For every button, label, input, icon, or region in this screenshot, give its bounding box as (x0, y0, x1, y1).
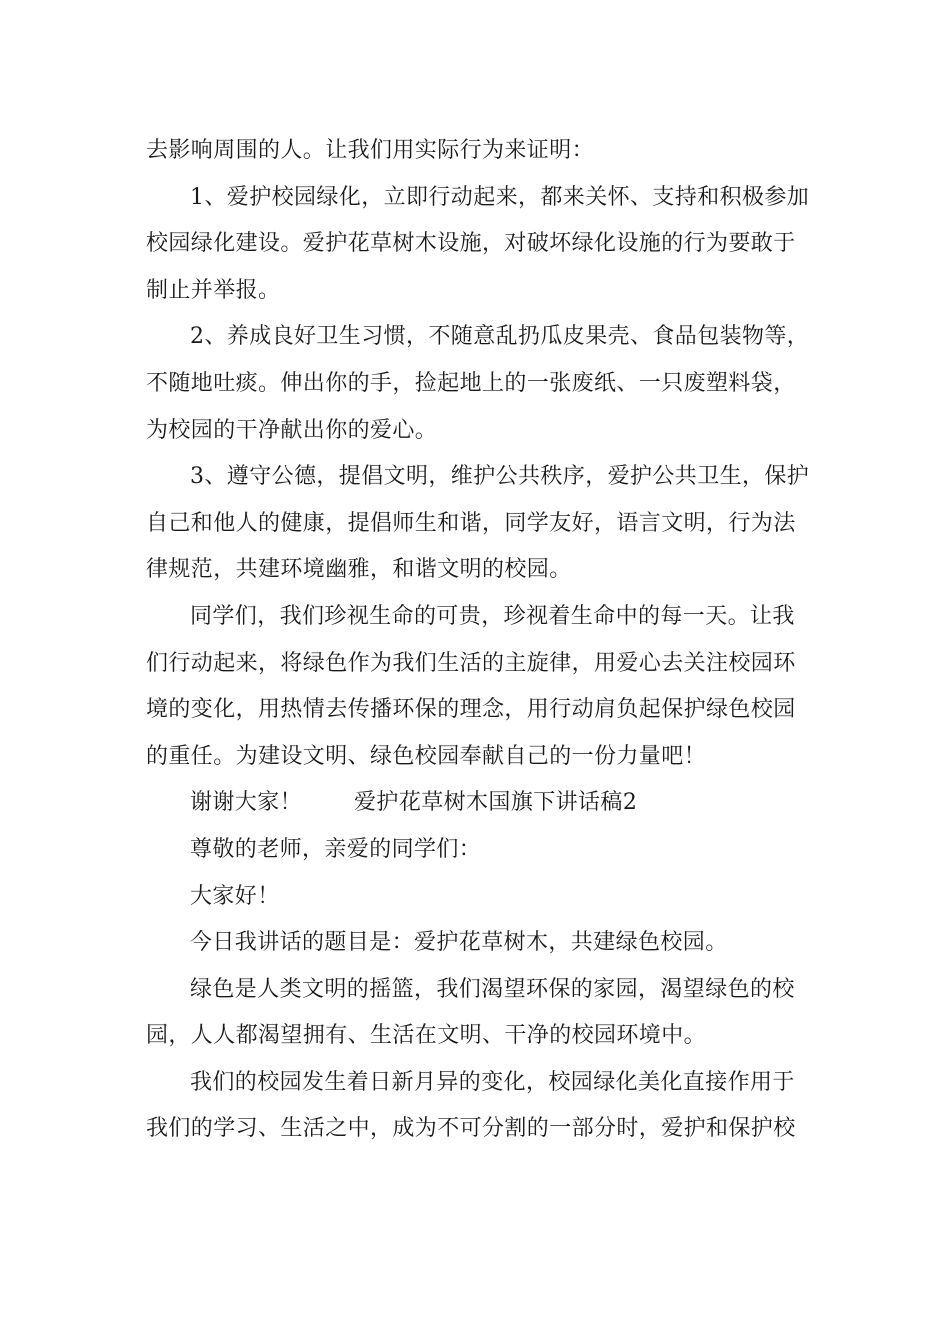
paragraph-line: 我们的校园发生着日新月异的变化，校园绿化美化直接作用于 (190, 1069, 795, 1095)
paragraph-line: 同学们，我们珍视生命的可贵，珍视着生命中的每一天。让我 (190, 603, 795, 629)
list-item-2-line-3: 为校园的干净献出你的爱心。 (146, 417, 438, 443)
document-body (146, 128, 816, 1153)
section-title: 爱护花草树木国旗下讲话稿2 (354, 790, 638, 816)
greeting: 大家好！ (190, 883, 280, 909)
list-item-3-line-2: 自己和他人的健康，提倡师生和谐，同学友好，语言文明，行为法 (146, 510, 796, 536)
list-item-1-line-3: 制止并举报。 (146, 277, 281, 303)
paragraph-line: 的重任。为建设文明、绿色校园奉献自己的一份力量吧！ (146, 743, 707, 769)
list-item-2-line-1: 2、养成良好卫生习惯，不随意乱扔瓜皮果壳、食品包装物等， (190, 324, 810, 350)
topic-line: 今日我讲话的题目是：爱护花草树木，共建绿色校园。 (190, 930, 728, 956)
list-item-3-line-3: 律规范，共建环境幽雅，和谐文明的校园。 (146, 557, 572, 583)
list-item-1-line-1: 1、爱护校园绿化，立即行动起来，都来关怀、支持和积极参加 (190, 184, 810, 210)
paragraph-line: 们行动起来，将绿色作为我们生活的主旋律，用爱心去关注校园环 (146, 650, 796, 676)
paragraph-line: 园，人人都渴望拥有、生活在文明、干净的校园环境中。 (146, 1023, 707, 1049)
list-item-3-line-1: 3、遵守公德，提倡文明，维护公共秩序，爱护公共卫生，保护 (190, 464, 810, 490)
paragraph-line: 我们的学习、生活之中，成为不可分割的一部分时，爱护和保护校 (146, 1116, 796, 1142)
paragraph-line: 绿色是人类文明的摇篮，我们渴望环保的家园，渴望绿色的校 (190, 976, 795, 1002)
salutation: 尊敬的老师，亲爱的同学们： (190, 836, 482, 862)
thanks-text: 谢谢大家！ (190, 790, 303, 816)
text-line: 去影响周围的人。让我们用实际行为来证明： (146, 138, 595, 163)
list-item-1-line-2: 校园绿化建设。爱护花草树木设施，对破坏绿化设施的行为要敢于 (146, 231, 796, 257)
closing-and-heading-line (146, 780, 816, 827)
paragraph-line: 境的变化，用热情去传播环保的理念，用行动肩负起保护绿色校园 (146, 697, 796, 723)
list-item-2-line-2: 不随地吐痰。伸出你的手，捡起地上的一张废纸、一只废塑料袋， (146, 370, 796, 396)
